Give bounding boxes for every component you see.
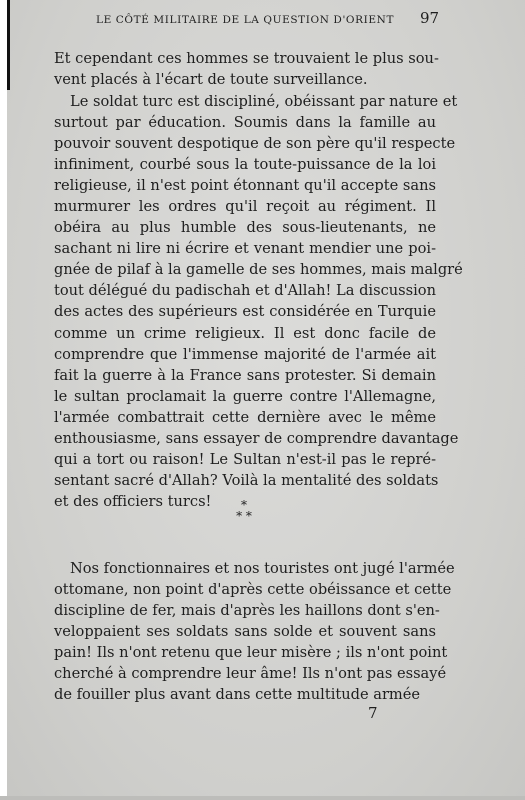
paragraph-2 bbox=[54, 91, 463, 512]
text-line: tout délégué du padischah et d'Allah! La discussion bbox=[54, 282, 436, 300]
page-bottom-edge bbox=[0, 796, 525, 800]
asterism-top: * bbox=[241, 498, 247, 512]
text-line: pain! Ils n'ont retenu que leur misère ; ils n'ont point bbox=[54, 644, 448, 662]
running-header: LE CÔTÉ MILITAIRE DE LA QUESTION D'ORIENT bbox=[96, 14, 395, 26]
text-line: discipline de fer, mais d'après les haillons dont s'en- bbox=[54, 602, 440, 620]
text-line: sentant sacré d'Allah? Voilà la mentalité des soldats bbox=[54, 471, 439, 489]
text-line: de fouiller plus avant dans cette multitude armée bbox=[54, 686, 421, 704]
text-line: Et cependant ces hommes se trouvaient le plus sou- bbox=[54, 50, 439, 67]
text-line: murmurer les ordres qu'il reçoit au régiment. Il bbox=[54, 198, 436, 216]
binding-edge-mark bbox=[7, 0, 10, 90]
signature-mark: 7 bbox=[368, 704, 378, 722]
text-line: veloppaient ses soldats sans solde et souvent sans bbox=[54, 623, 436, 641]
text-line: le sultan proclamait la guerre contre l'Allemagne, bbox=[54, 387, 436, 405]
paragraph-3 bbox=[54, 558, 455, 705]
text-line: comme un crime religieux. Il est donc facile de bbox=[54, 324, 436, 342]
text-line: cherché à comprendre leur âme! Ils n'ont pas essayé bbox=[54, 665, 447, 683]
paragraph-1 bbox=[54, 48, 439, 90]
text-line: religieuse, il n'est point étonnant qu'il accepte sans bbox=[54, 177, 436, 195]
page-left-margin bbox=[0, 0, 7, 800]
text-line: gnée de pilaf à la gamelle de ses hommes, mais malgré bbox=[54, 261, 463, 279]
text-line: enthousiasme, sans essayer de comprendre davantage bbox=[54, 429, 459, 447]
asterism-bottom: * * bbox=[236, 509, 252, 523]
text-line: vent placés à l'écart de toute surveillance. bbox=[54, 71, 368, 89]
text-line: Le soldat turc est discipliné, obéissant par nature et bbox=[70, 93, 458, 110]
text-line: ottomane, non point d'après cette obéissance et cette bbox=[54, 581, 452, 599]
text-line: fait la guerre à la France sans protester. Si demain bbox=[54, 366, 436, 384]
text-line: l'armée combattrait cette dernière avec le même bbox=[54, 408, 436, 426]
text-line: et des officiers turcs! bbox=[54, 492, 212, 510]
page-number: 97 bbox=[420, 9, 440, 27]
text-line: obéira au plus humble des sous-lieutenants, ne bbox=[54, 219, 436, 237]
text-line: surtout par éducation. Soumis dans la famille au bbox=[54, 114, 436, 132]
section-separator-asterism bbox=[226, 500, 262, 530]
text-line: des actes des supérieurs est considérée en Turquie bbox=[54, 303, 436, 321]
text-line: sachant ni lire ni écrire et venant mendier une poi- bbox=[54, 240, 436, 258]
text-line: Nos fonctionnaires et nos touristes ont jugé l'armée bbox=[70, 560, 455, 577]
text-line: comprendre que l'immense majorité de l'armée ait bbox=[54, 345, 436, 363]
text-line: qui a tort ou raison! Le Sultan n'est-il pas le repré- bbox=[54, 450, 436, 468]
text-line: infiniment, courbé sous la toute-puissance de la loi bbox=[54, 156, 436, 174]
text-line: pouvoir souvent despotique de son père qu'il respecte bbox=[54, 135, 456, 153]
